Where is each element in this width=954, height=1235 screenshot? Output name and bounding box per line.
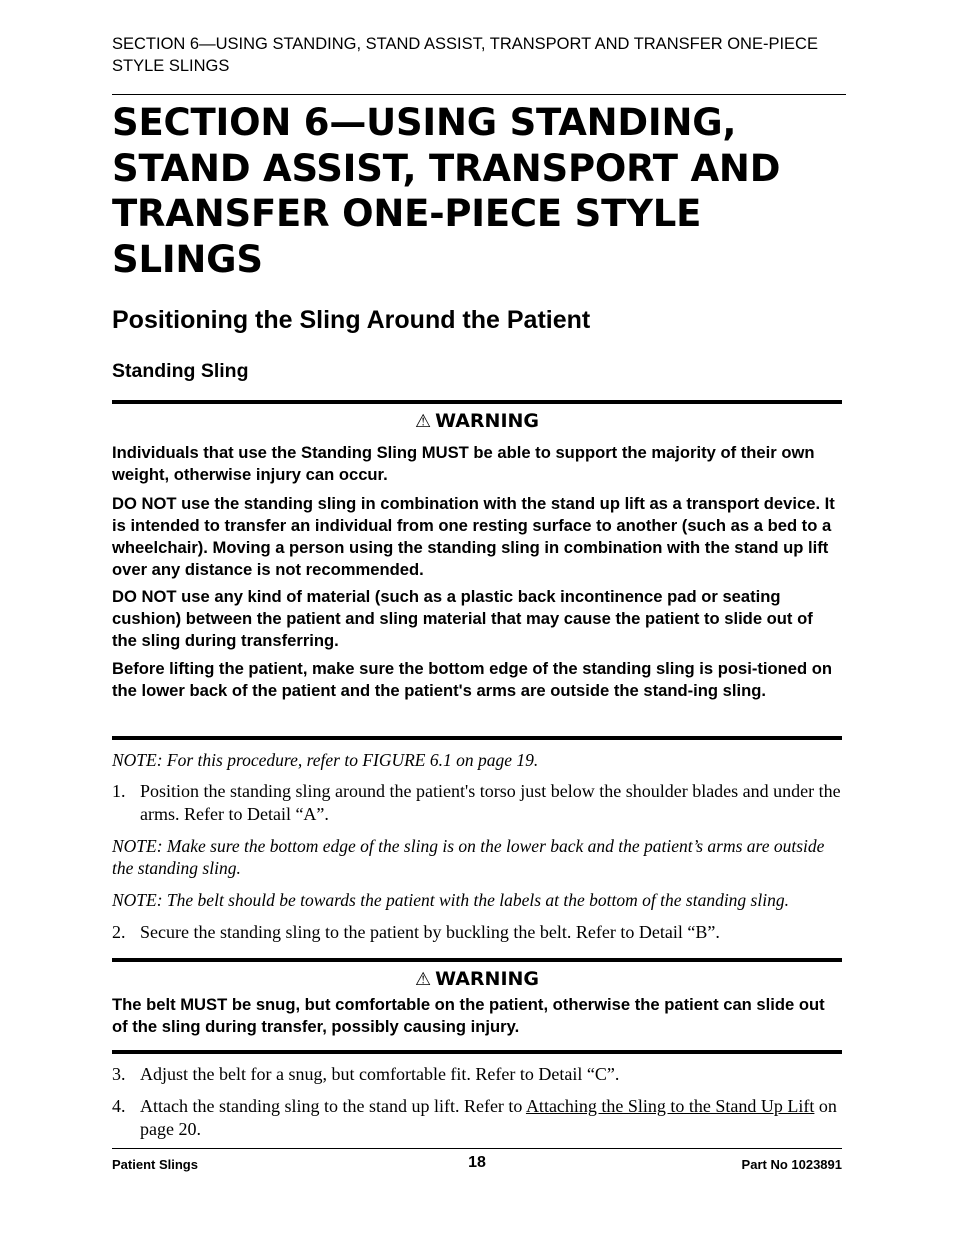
warning-triangle-icon: ⚠ (414, 969, 432, 990)
step-number: 1. (112, 781, 126, 801)
warning-heading (112, 966, 842, 993)
footer-part-number: Part No 1023891 (741, 1157, 842, 1172)
footer-document-title: Patient Slings (112, 1157, 198, 1172)
warning-paragraph: The belt MUST be snug, but comfortable on the patient, otherwise the patient can slide out of the sling during transfer, possibly causing injury. (112, 995, 825, 1036)
warning-paragraph: DO NOT use any kind of material (such as a plastic back incontinence pad or seating cushion) between the patient and sling material that may cause the patient to slide out of the sling during transferring. (112, 587, 813, 650)
step-number: 3. (112, 1064, 126, 1084)
warning-box-top-rule (112, 958, 842, 962)
step-text: Secure the standing sling to the patient by buckling the belt. Refer to Detail “B”. (140, 922, 720, 942)
step-number: 4. (112, 1096, 126, 1116)
warning-box-bottom-rule (112, 1050, 842, 1054)
step-text: Adjust the belt for a snug, but comfortable fit. Refer to Detail “C”. (140, 1064, 620, 1084)
subsection-title: Positioning the Sling Around the Patient (112, 306, 591, 334)
warning-label: WARNING (435, 968, 540, 990)
running-header: SECTION 6—USING STANDING, STAND ASSIST, TRANSPORT AND TRANSFER ONE-PIECE STYLE SLINGS (112, 35, 818, 75)
footer-divider (112, 1148, 842, 1149)
step-text-part: on page 20. (140, 1096, 837, 1139)
warning-paragraph: Individuals that use the Standing Sling MUST be able to support the majority of their own weight, otherwise injury can occur. (112, 443, 815, 484)
note: NOTE: The belt should be towards the patient with the labels at the bottom of the standing sling. (112, 890, 789, 910)
step-number: 2. (112, 922, 126, 942)
step-text-part: Attach the standing sling to the stand up lift. Refer to (140, 1096, 526, 1116)
warning-box-bottom-rule (112, 736, 842, 740)
step-text: Position the standing sling around the patient's torso just below the shoulder blades and under the arms. Refer to Detail “A”. (140, 781, 841, 824)
section-title: SECTION 6—USING STANDING, STAND ASSIST, TRANSPORT AND TRANSFER ONE-PIECE STYLE SLINGS (112, 101, 781, 281)
note: NOTE: Make sure the bottom edge of the sling is on the lower back and the patient’s arms are outside the standing sling. (112, 836, 825, 878)
note: NOTE: For this procedure, refer to FIGURE 6.1 on page 19. (112, 750, 539, 770)
warning-paragraph: Before lifting the patient, make sure the bottom edge of the standing sling is posi-tioned on the lower back of the patient and the patient's arms are outside the stand-ing sling. (112, 659, 833, 700)
warning-box-top-rule (112, 400, 842, 404)
cross-reference-link[interactable]: Attaching the Sling to the Stand Up Lift (525, 1096, 815, 1116)
header-divider (112, 94, 846, 95)
warning-triangle-icon: ⚠ (414, 411, 432, 432)
step-text (140, 1095, 845, 1140)
sub-subsection-title: Standing Sling (112, 360, 249, 382)
warning-heading (112, 408, 842, 435)
warning-label: WARNING (435, 410, 540, 432)
page-number: 18 (468, 1154, 486, 1171)
warning-paragraph: DO NOT use the standing sling in combination with the stand up lift as a transport device. It is intended to transfer an individual from one resting surface to another (such as a bed to a wheelchair). Moving a person using the standing sling in combination with the stand up lift over any distance is not recommended. (112, 494, 835, 579)
